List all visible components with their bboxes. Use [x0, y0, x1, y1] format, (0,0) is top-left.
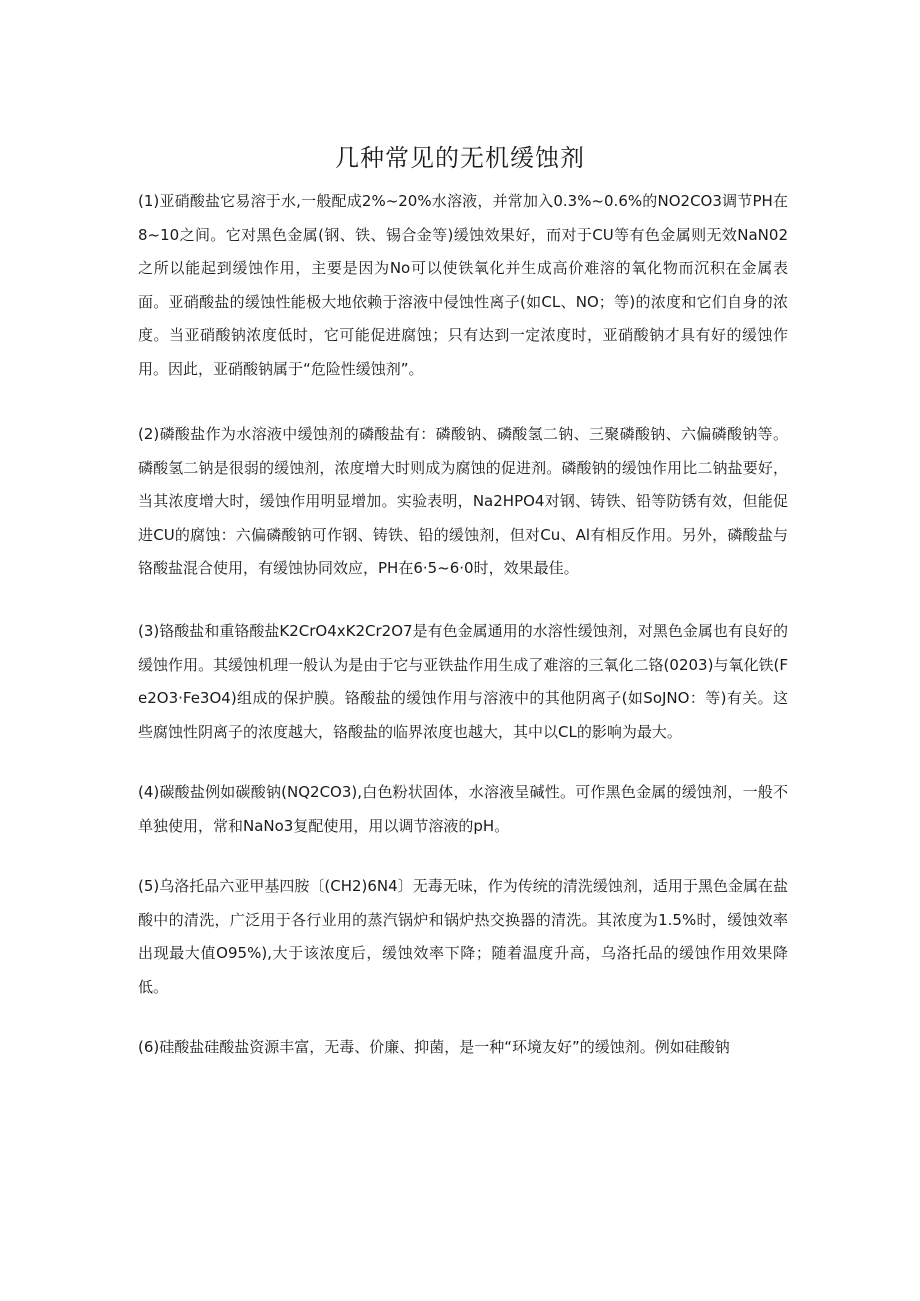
page-title: 几种常见的无机缓蚀剂 — [335, 144, 585, 172]
paragraph-nitrite: (1)亚硝酸盐它易溶于水,一般配成2%~20%水溶液，并常加入0.3%~0.6%的NO2CO3调节PH在8~10之间。它对黑色金属(钢、铁、锡合金等)缓蚀效果好，而对于CU等有色金属则无效NaN02之所以能起到缓蚀作用，主要是因为No可以使铁氧化并生成高价难溶的氧化物而沉积在金属表面。亚硝酸盐的缓蚀性能极大地依赖于溶液中侵蚀性离子(如CL、NO；等)的浓度和它们自身的浓度。当亚硝酸钠浓度低时，它可能促进腐蚀；只有达到一定浓度时，亚硝酸钠才具有好的缓蚀作用。因此，亚硝酸钠属于“危险性缓蚀剂”。 — [138, 192, 788, 378]
paragraph-carbonate: (4)碳酸盐例如碳酸钠(NQ2CO3),白色粉状固体，水溶液呈碱性。可作黑色金属的缓蚀剂，一般不单独使用，常和NaNo3复配使用，用以调节溶液的pH。 — [138, 783, 788, 835]
paragraph-silicate: (6)硅酸盐硅酸盐资源丰富，无毒、价廉、抑菌，是一种“环境友好”的缓蚀剂。例如硅酸钠 — [138, 1038, 730, 1056]
paragraph-chromate: (3)铬酸盐和重铬酸盐K2CrO4xK2Cr2O7是有色金属通用的水溶性缓蚀剂，对黑色金属也有良好的缓蚀作用。其缓蚀机理一般认为是由于它与亚铁盐作用生成了难溶的三氧化二铬(0203)与氧化铁(Fe2O3·Fe3O4)组成的保护膜。铬酸盐的缓蚀作用与溶液中的其他阴离子(如SoJNO：等)有关。这些腐蚀性阴离子的浓度越大，铬酸盐的临界浓度也越大，其中以CL的影响为最大。 — [138, 622, 788, 741]
paragraph-urotropine: (5)乌洛托品六亚甲基四胺〔(CH2)6N4〕无毒无味，作为传统的清洗缓蚀剂，适用于黑色金属在盐酸中的清洗，广泛用于各行业用的蒸汽锅炉和锅炉热交换器的清洗。其浓度为1.5%时，缓蚀效率出现最大值O95%),大于该浓度后，缓蚀效率下降；随着温度升高，乌洛托品的缓蚀作用效果降低。 — [138, 877, 788, 996]
paragraph-phosphate: (2)磷酸盐作为水溶液中缓蚀剂的磷酸盐有：磷酸钠、磷酸氢二钠、三聚磷酸钠、六偏磷酸钠等。磷酸氢二钠是很弱的缓蚀剂，浓度增大时则成为腐蚀的促进剂。磷酸钠的缓蚀作用比二钠盐要好，当其浓度增大时，缓蚀作用明显增加。实验表明，Na2HPO4对钢、铸铁、铅等防锈有效，但能促进CU的腐蚀：六偏磷酸钠可作钢、铸铁、铅的缓蚀剂，但对Cu、Al有相反作用。另外，磷酸盐与铬酸盐混合使用，有缓蚀协同效应，PH在6·5~6·0时，效果最佳。 — [138, 425, 788, 577]
